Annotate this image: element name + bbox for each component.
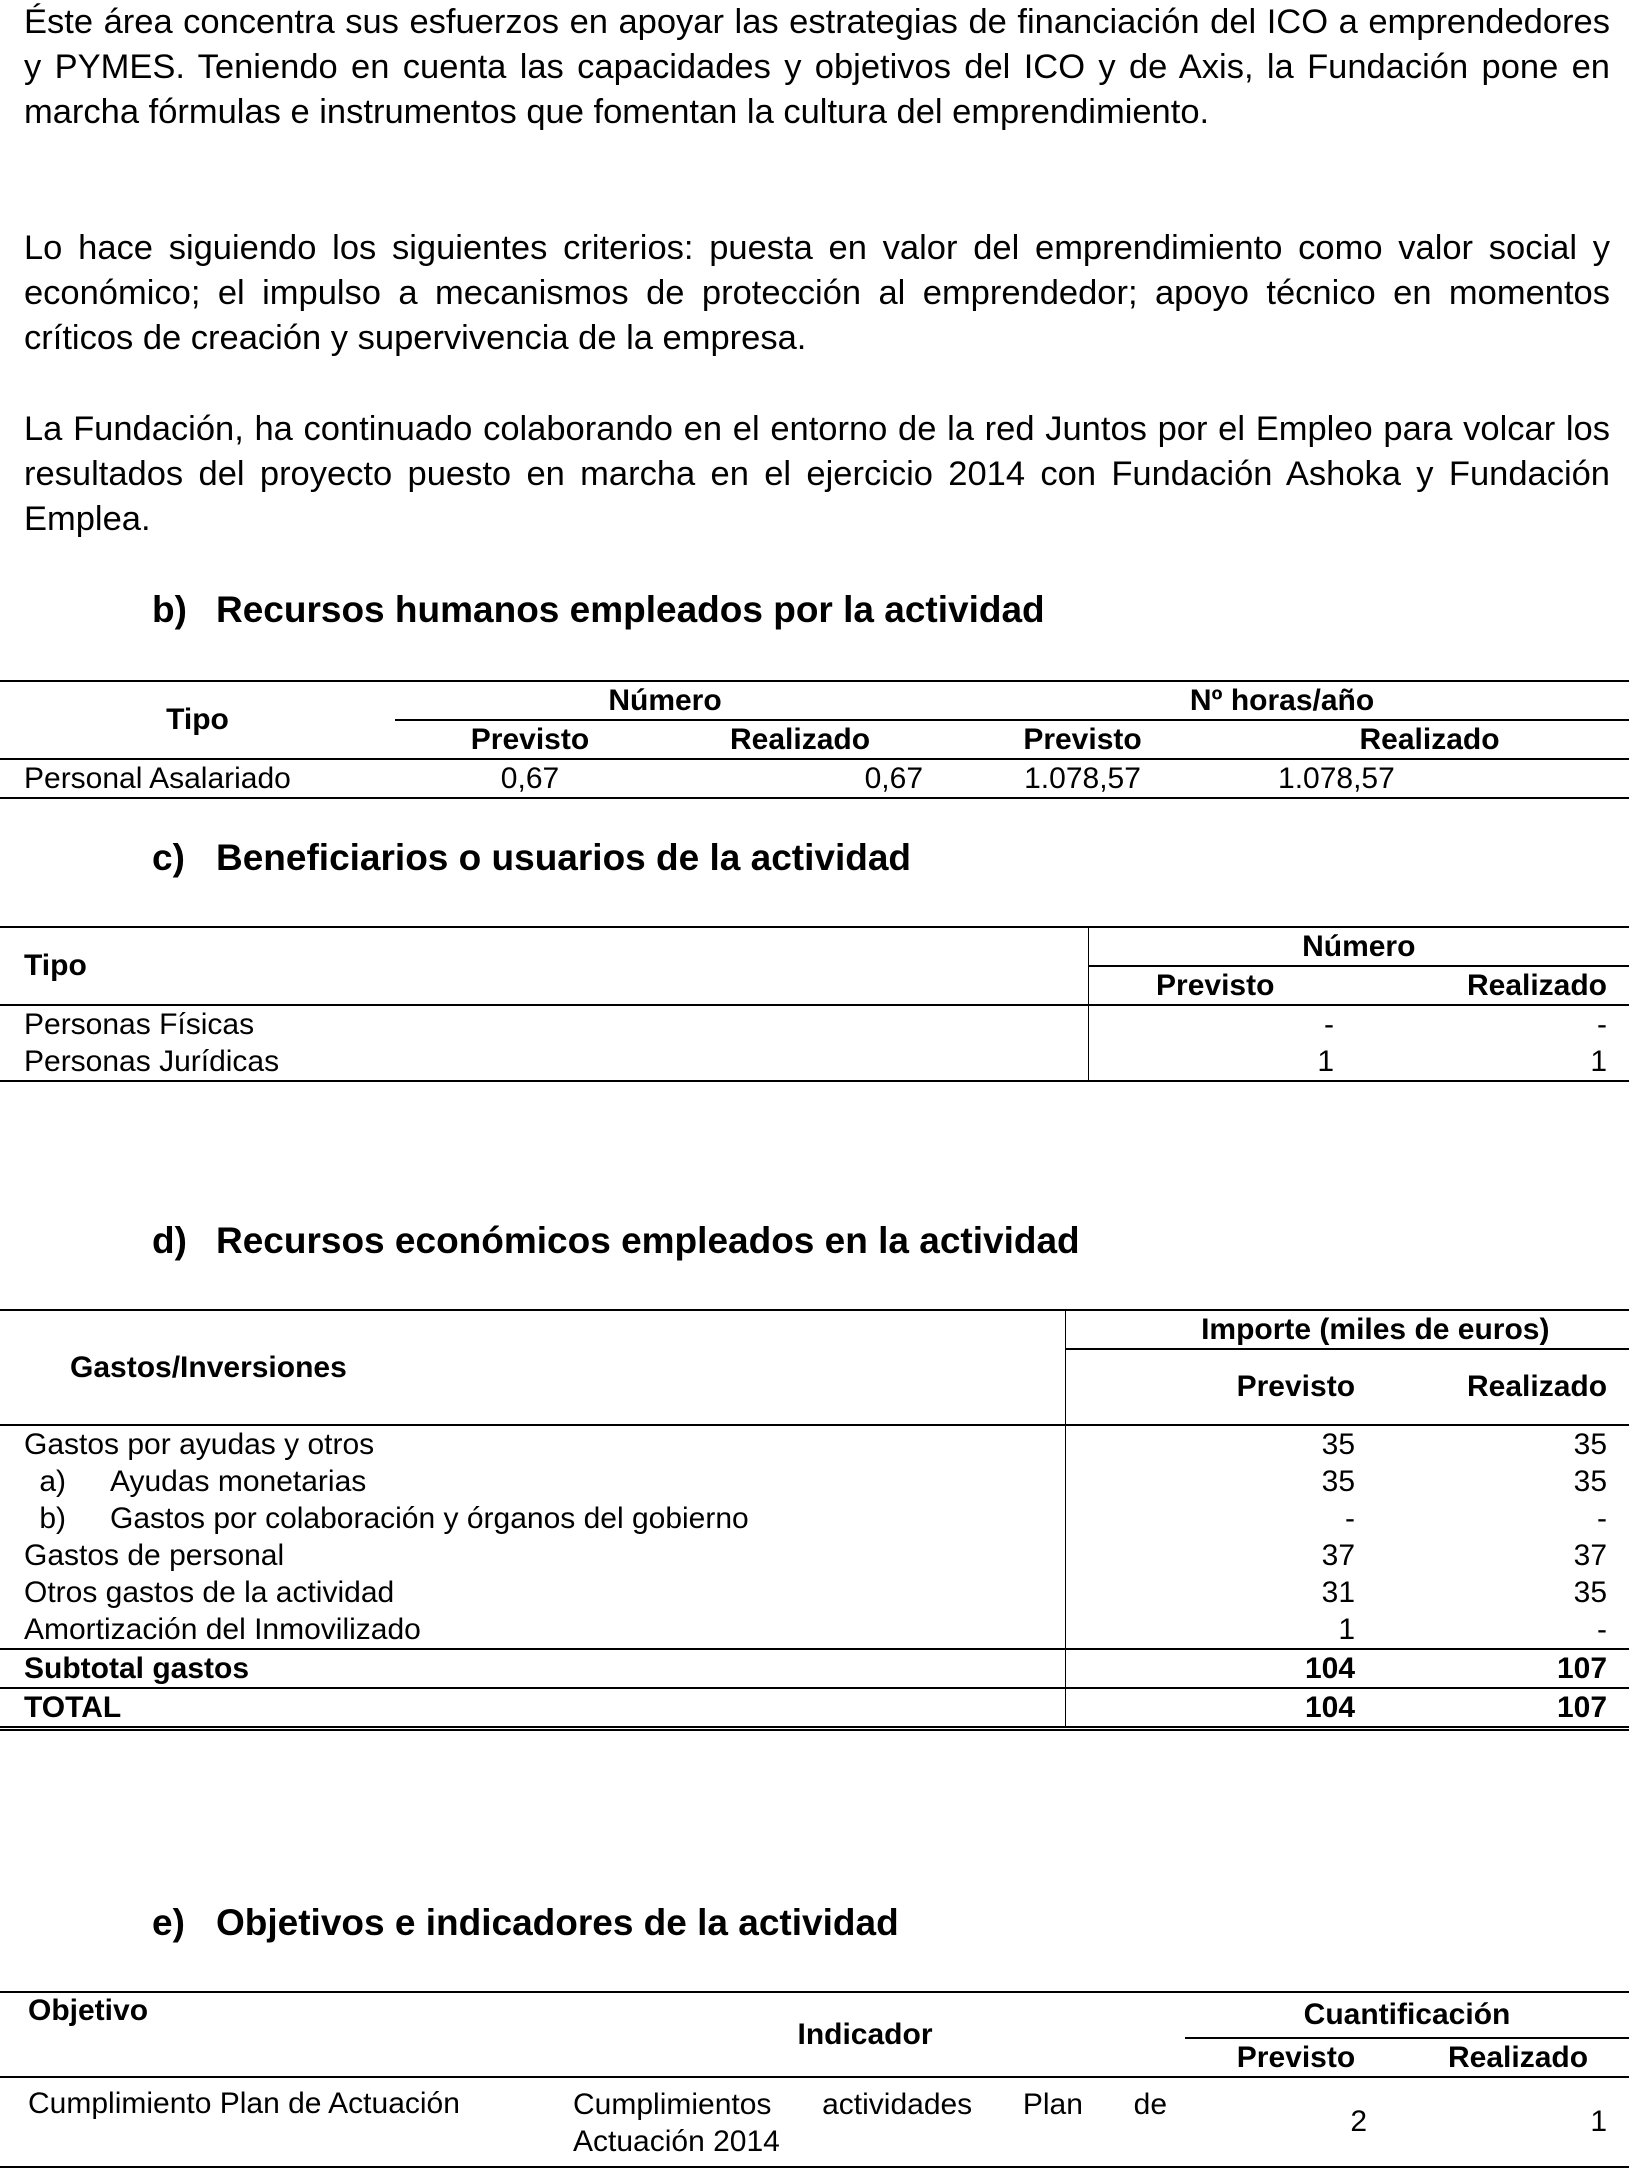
cell-concept: Gastos por colaboración y órganos del gobierno: [110, 1501, 749, 1535]
col-numero-previsto: Previsto: [470, 722, 590, 756]
section-d-label: d): [152, 1220, 187, 1261]
col-horas: Nº horas/año: [935, 681, 1629, 720]
cell-indicador: Cumplimientos actividades Plan de Actuación 2014: [573, 2088, 1167, 2158]
intro-paragraph-3: La Fundación, ha continuado colaborando en el entorno de la red Juntos por el Empleo para volcar los resultados del proyecto puesto en marcha en el ejercicio 2014 con Fundación Ashoka y Fundación Emplea.: [24, 410, 1610, 538]
col-previsto: Previsto: [1088, 966, 1342, 1005]
table-row: [0, 759, 1629, 798]
section-c-label: c): [152, 837, 185, 878]
cell-tipo: Personas Físicas: [24, 1007, 255, 1041]
table-row: [0, 1043, 1629, 1081]
cell-previsto: -: [1088, 1005, 1342, 1043]
table-row: [0, 1611, 1629, 1649]
col-objetivo: Objetivo: [28, 1994, 149, 2027]
intro-paragraph-2: Lo hace siguiendo los siguientes criterios: puesta en valor del emprendimiento como valor social y económico; el impulso a mecanismos de protección al emprendedor; apoyo técnico en momentos críticos de creación y supervivencia de la empresa.: [24, 229, 1610, 357]
col-tipo: Tipo: [24, 949, 87, 982]
section-d-heading: [152, 1219, 1080, 1263]
cell-concept: TOTAL: [24, 1690, 122, 1724]
total-row: [0, 1688, 1629, 1729]
col-realizado: Realizado: [1466, 968, 1608, 1002]
objectives-table: [0, 1991, 1629, 2168]
cell-num-previsto: 0,67: [500, 761, 560, 795]
section-e-label: e): [152, 1902, 185, 1943]
col-indicador: Indicador: [797, 2017, 933, 2051]
cell-realizado: 35: [1573, 1464, 1608, 1498]
section-b-heading: [152, 588, 1045, 632]
economic-resources-table: [0, 1309, 1629, 1731]
section-b-title: Recursos humanos empleados por la actividad: [216, 589, 1045, 630]
col-importe: Importe (miles de euros): [1065, 1310, 1629, 1349]
col-tipo: Tipo: [166, 703, 229, 736]
col-horas-previsto: Previsto: [1023, 722, 1142, 756]
cell-concept: Gastos de personal: [24, 1538, 285, 1572]
table-row: [0, 1425, 1629, 1463]
cell-previsto: 2: [1350, 2105, 1367, 2138]
col-previsto: Previsto: [1236, 2040, 1356, 2074]
section-c-title: Beneficiarios o usuarios de la actividad: [216, 837, 912, 878]
cell-realizado: 35: [1573, 1575, 1608, 1609]
cell-realizado: 107: [1556, 1690, 1608, 1724]
cell-realizado: 37: [1573, 1538, 1608, 1572]
col-horas-realizado: Realizado: [1359, 722, 1500, 756]
col-realizado: Realizado: [1466, 1370, 1608, 1403]
cell-sub-label: a): [39, 1464, 66, 1498]
table-row: [0, 1463, 1629, 1500]
cell-sub-label: b): [39, 1501, 66, 1535]
col-numero: Número: [395, 681, 935, 720]
cell-previsto: 1: [1065, 1611, 1375, 1649]
cell-previsto: 35: [1065, 1463, 1375, 1500]
cell-realizado: 35: [1573, 1427, 1608, 1461]
cell-tipo: Personal Asalariado: [24, 761, 291, 795]
cell-realizado: 1: [1590, 2105, 1608, 2138]
cell-previsto: 1: [1088, 1043, 1342, 1081]
section-d-title: Recursos económicos empleados en la actividad: [216, 1220, 1080, 1261]
cell-num-realizado: 0,67: [864, 761, 924, 795]
col-cuantificacion: Cuantificación: [1185, 1992, 1629, 2038]
cell-concept: Gastos por ayudas y otros: [24, 1427, 375, 1461]
cell-previsto: 31: [1065, 1574, 1375, 1611]
cell-horas-previsto: 1.078,57: [1024, 761, 1141, 795]
col-gastos: Gastos/Inversiones: [70, 1350, 347, 1384]
table-row: [0, 1005, 1629, 1043]
table-row: [0, 2077, 1629, 2167]
section-c-heading: [152, 836, 911, 880]
col-numero-realizado: Realizado: [729, 722, 871, 756]
table-row: [0, 1574, 1629, 1611]
cell-realizado: 107: [1556, 1651, 1608, 1685]
cell-realizado: 1: [1590, 1044, 1608, 1078]
cell-concept: Otros gastos de la actividad: [24, 1575, 395, 1609]
cell-horas-realizado: 1.078,57: [1278, 761, 1395, 795]
cell-tipo: Personas Jurídicas: [24, 1044, 280, 1078]
cell-realizado: -: [1597, 1501, 1608, 1535]
cell-objetivo: Cumplimiento Plan de Actuación: [28, 2087, 460, 2120]
human-resources-table: [0, 680, 1629, 799]
cell-previsto: 35: [1065, 1425, 1375, 1463]
subtotal-row: [0, 1649, 1629, 1688]
cell-concept: Amortización del Inmovilizado: [24, 1612, 421, 1646]
cell-previsto: 104: [1065, 1688, 1375, 1729]
col-realizado: Realizado: [1447, 2040, 1589, 2074]
section-e-title: Objetivos e indicadores de la actividad: [216, 1902, 899, 1943]
table-row: [0, 1537, 1629, 1574]
section-e-heading: [152, 1901, 899, 1945]
cell-previsto: 104: [1065, 1649, 1375, 1688]
col-previsto: Previsto: [1065, 1349, 1375, 1425]
beneficiaries-table: [0, 926, 1629, 1082]
table-row: [0, 1500, 1629, 1537]
cell-previsto: 37: [1065, 1537, 1375, 1574]
section-b-label: b): [152, 589, 187, 630]
cell-concept: Subtotal gastos: [24, 1651, 250, 1685]
intro-paragraph-1: Éste área concentra sus esfuerzos en apoyar las estrategias de financiación del ICO a emprendedores y PYMES. Teniendo en cuenta las capacidades y objetivos del ICO y de Axis, la Fundación pone en marcha fórmulas e instrumentos que fomentan la cultura del emprendimiento.: [24, 3, 1610, 131]
col-numero: Número: [1088, 927, 1629, 966]
cell-previsto: -: [1065, 1500, 1375, 1537]
cell-realizado: -: [1597, 1007, 1608, 1041]
cell-realizado: -: [1597, 1612, 1608, 1646]
cell-concept: Ayudas monetarias: [110, 1464, 367, 1498]
